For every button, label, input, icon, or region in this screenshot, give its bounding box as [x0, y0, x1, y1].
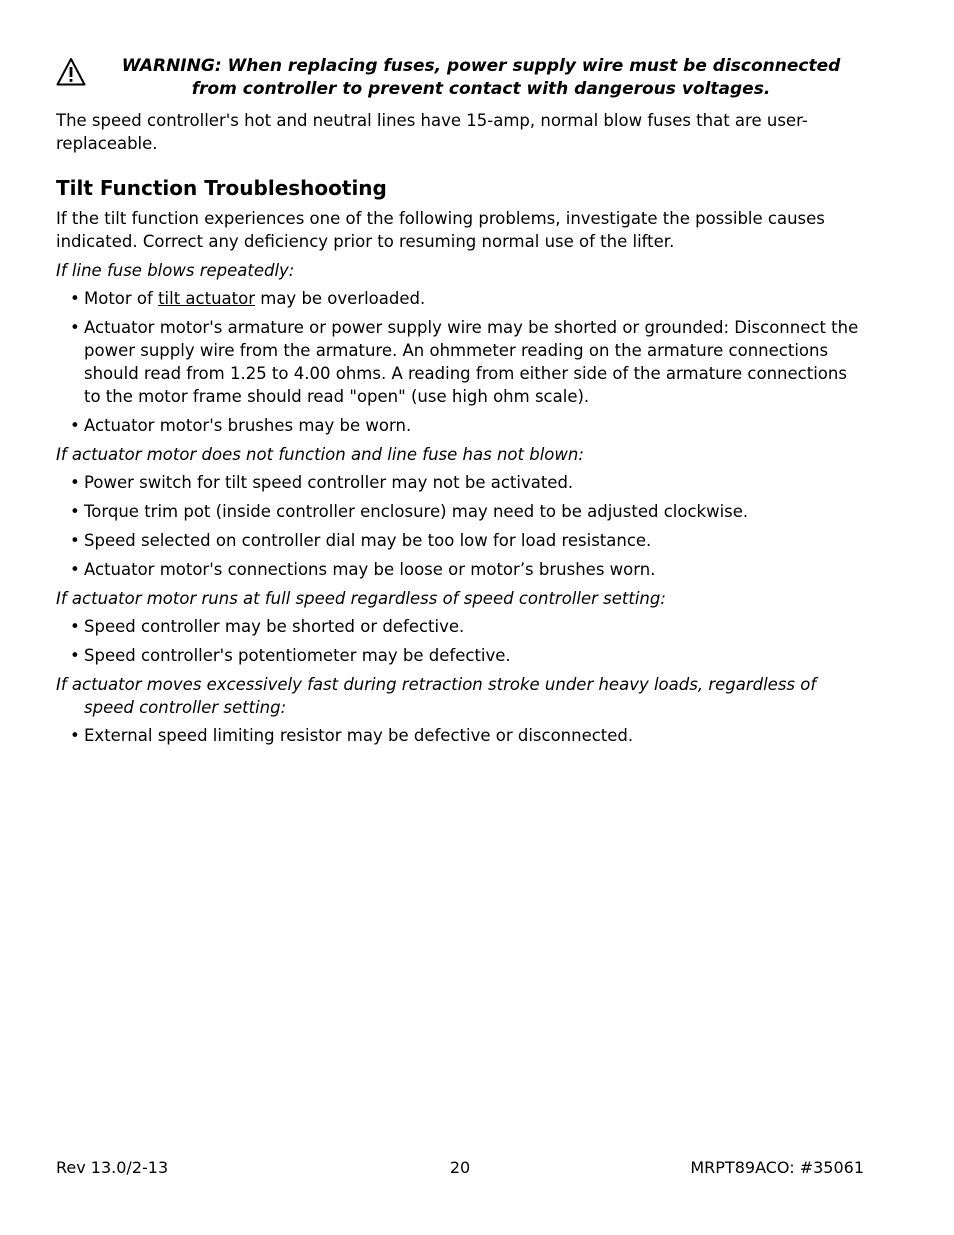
- cause-list: [56, 287, 868, 437]
- bullet-icon: •: [70, 646, 80, 665]
- section-intro: If the tilt function experiences one of the following problems, investigate the possible causes indicated. Correct any deficiency prior to resuming normal use of the lifter.: [56, 209, 825, 251]
- bullet-icon: •: [70, 289, 80, 308]
- list-item: • Speed controller's potentiometer may be defective.: [70, 646, 511, 665]
- warning-block: [56, 55, 868, 101]
- list-item: • Speed selected on controller dial may be too low for load resistance.: [70, 531, 652, 550]
- bullet-icon: •: [70, 318, 80, 337]
- document-id: MRPT89ACO: #35061: [690, 1158, 864, 1177]
- bullet-icon: •: [70, 502, 80, 521]
- section-title: Tilt Function Troubleshooting: [56, 176, 387, 200]
- list-item: • Motor of tilt actuator may be overloaded.: [70, 289, 426, 308]
- list-item: • Actuator motor's armature or power supply wire may be shorted or grounded: Disconnect the power supply wire from the armature. An ohmmeter reading on the armature connections should read from 1.25 to 4.00 ohms. A reading from either side of the armature connections to the motor frame should read "open" (use high ohm scale).: [70, 318, 859, 406]
- bullet-icon: •: [70, 416, 80, 435]
- list-item: • Speed controller may be shorted or defective.: [70, 617, 465, 636]
- condition-heading: If actuator moves excessively fast during retraction stroke under heavy loads, regardless of speed controller setting:: [56, 675, 817, 717]
- condition-heading: If actuator motor runs at full speed regardless of speed controller setting:: [56, 589, 666, 608]
- document-page: [56, 55, 868, 753]
- list-item: • Torque trim pot (inside controller enclosure) may need to be adjusted clockwise.: [70, 502, 749, 521]
- cause-list: [56, 471, 868, 581]
- revision-label: Rev 13.0/2-13: [56, 1158, 169, 1177]
- list-item: • Power switch for tilt speed controller may not be activated.: [70, 473, 574, 492]
- condition-heading: If line fuse blows repeatedly:: [56, 261, 295, 280]
- warning-text: WARNING: When replacing fuses, power supply wire must be disconnected from controller to prevent contact with dangerous voltages.: [121, 56, 841, 99]
- bullet-icon: •: [70, 726, 80, 745]
- tilt-actuator-link[interactable]: tilt actuator: [158, 289, 255, 308]
- cause-list: [56, 724, 868, 747]
- warning-triangle-icon: [56, 57, 86, 87]
- bullet-icon: •: [70, 473, 80, 492]
- list-item: • Actuator motor's brushes may be worn.: [70, 416, 412, 435]
- list-item: • External speed limiting resistor may be defective or disconnected.: [70, 726, 634, 745]
- page-number: 20: [449, 1158, 471, 1177]
- list-item: • Actuator motor's connections may be loose or motor’s brushes worn.: [70, 560, 656, 579]
- cause-list: [56, 615, 868, 667]
- condition-heading: If actuator motor does not function and line fuse has not blown:: [56, 445, 584, 464]
- bullet-icon: •: [70, 531, 80, 550]
- bullet-icon: •: [70, 560, 80, 579]
- fuse-note: The speed controller's hot and neutral lines have 15-amp, normal blow fuses that are user-replaceable.: [56, 111, 808, 153]
- bullet-icon: •: [70, 617, 80, 636]
